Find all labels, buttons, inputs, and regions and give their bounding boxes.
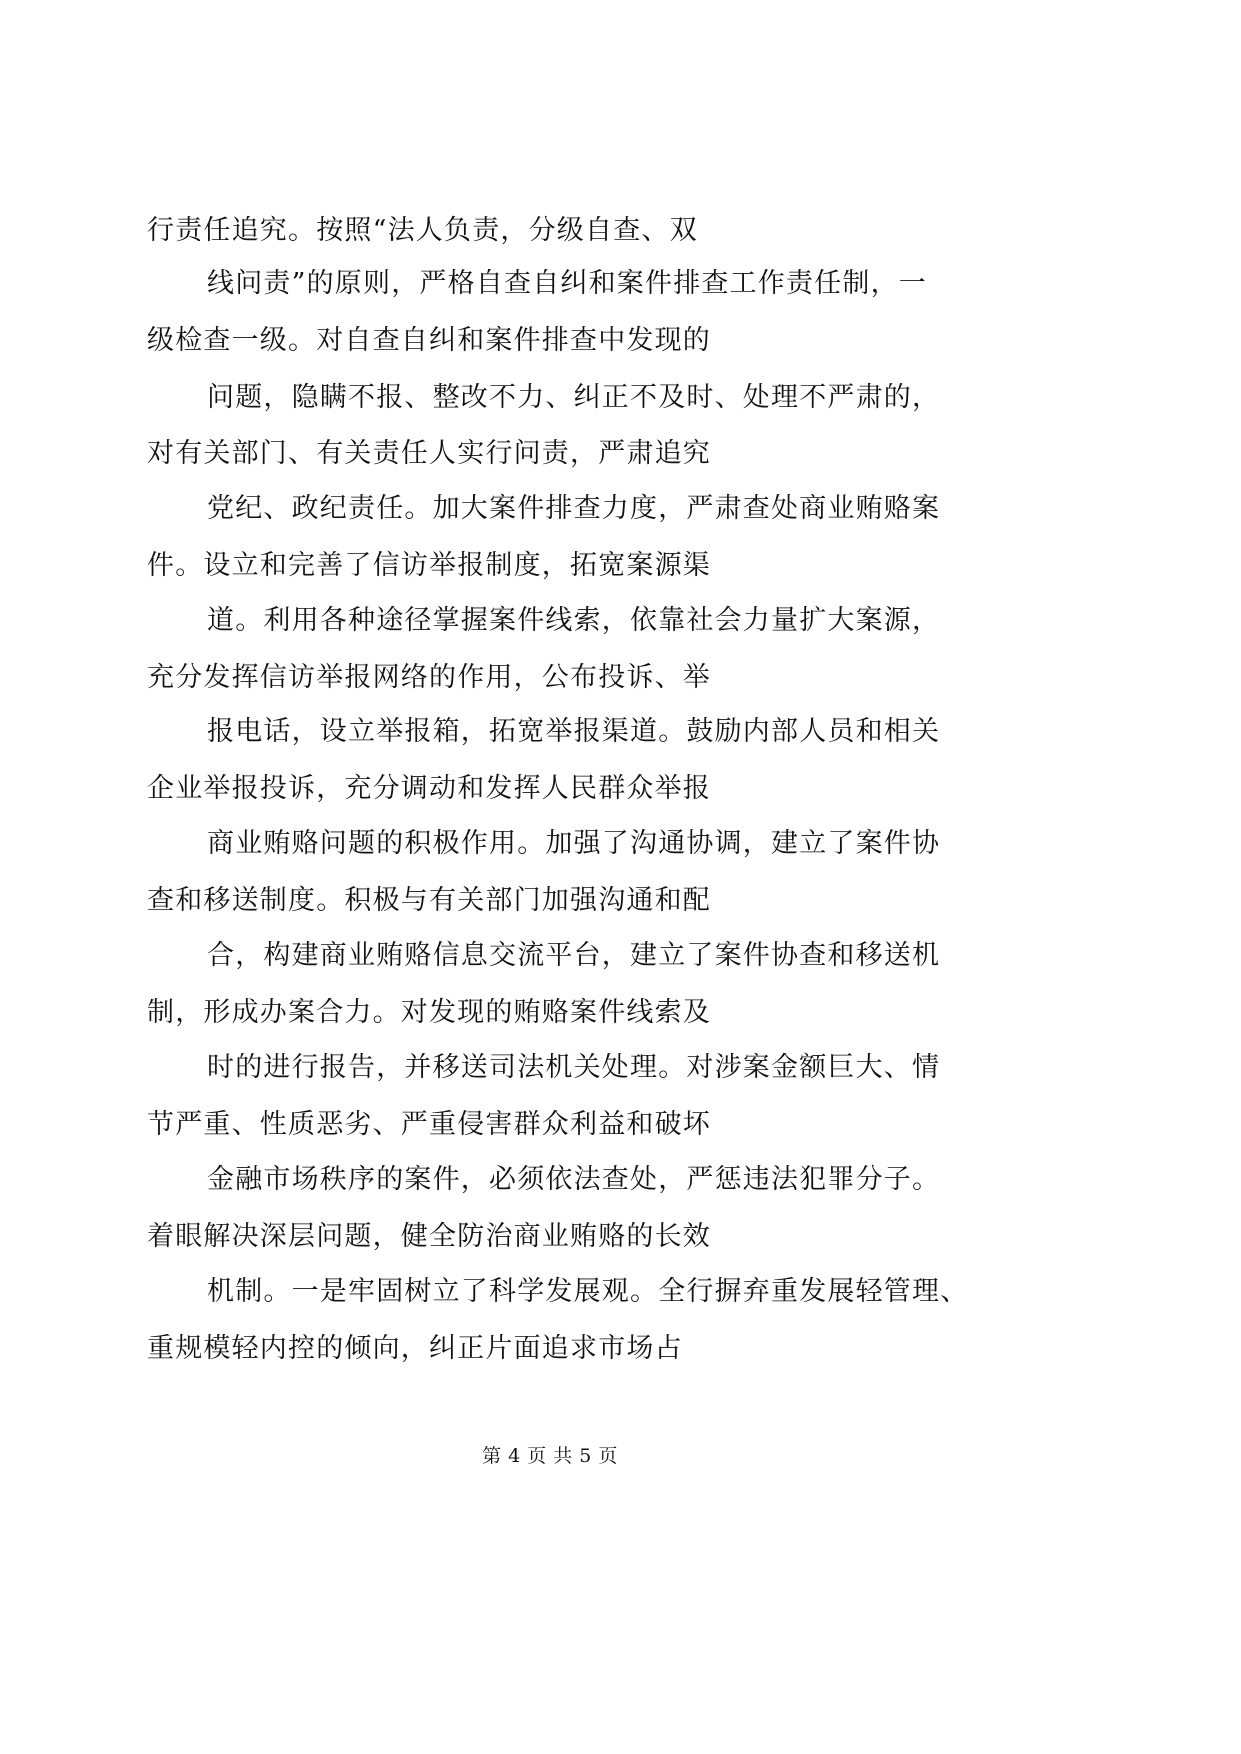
page-number-footer: 第 4 页 共 5 页 [482, 1445, 618, 1467]
text-line: 着眼解决深层问题，健全防治商业贿赂的长效 [147, 1221, 711, 1252]
text-line: 查和移送制度。积极与有关部门加强沟通和配 [147, 885, 711, 916]
text-line: 金融市场秩序的案件，必须依法查处，严惩违法犯罪分子。 [207, 1164, 941, 1195]
text-line: 合，构建商业贿赂信息交流平台，建立了案件协查和移送机 [207, 940, 941, 971]
text-line: 党纪、政纪责任。加大案件排查力度，严肃查处商业贿赂案 [207, 493, 941, 524]
text-line: 问题，隐瞒不报、整改不力、纠正不及时、处理不严肃的， [207, 382, 941, 413]
text-line: 线问责”的原则，严格自查自纠和案件排查工作责任制，一 [207, 268, 928, 299]
text-line: 时的进行报告，并移送司法机关处理。对涉案金额巨大、情 [207, 1052, 941, 1083]
text-line: 行责任追究。按照“法人负责，分级自查、双 [147, 215, 698, 246]
text-line: 道。利用各种途径掌握案件线索，依靠社会力量扩大案源， [207, 605, 941, 636]
text-line: 对有关部门、有关责任人实行问责，严肃追究 [147, 438, 711, 469]
text-line: 重规模轻内控的倾向，纠正片面追求市场占 [147, 1333, 683, 1364]
text-line: 商业贿赂问题的积极作用。加强了沟通协调，建立了案件协 [207, 828, 941, 859]
text-line: 企业举报投诉，充分调动和发挥人民群众举报 [147, 773, 711, 804]
text-line: 级检查一级。对自查自纠和案件排查中发现的 [147, 325, 711, 356]
text-line: 节严重、性质恶劣、严重侵害群众利益和破坏 [147, 1109, 711, 1140]
text-line: 件。设立和完善了信访举报制度，拓宽案源渠 [147, 550, 711, 581]
text-line: 机制。一是牢固树立了科学发展观。全行摒弃重发展轻管理、 [207, 1276, 969, 1307]
text-line: 报电话，设立举报箱，拓宽举报渠道。鼓励内部人员和相关 [207, 716, 941, 747]
text-line: 充分发挥信访举报网络的作用，公布投诉、举 [147, 662, 711, 693]
text-line: 制，形成办案合力。对发现的贿赂案件线索及 [147, 997, 711, 1028]
